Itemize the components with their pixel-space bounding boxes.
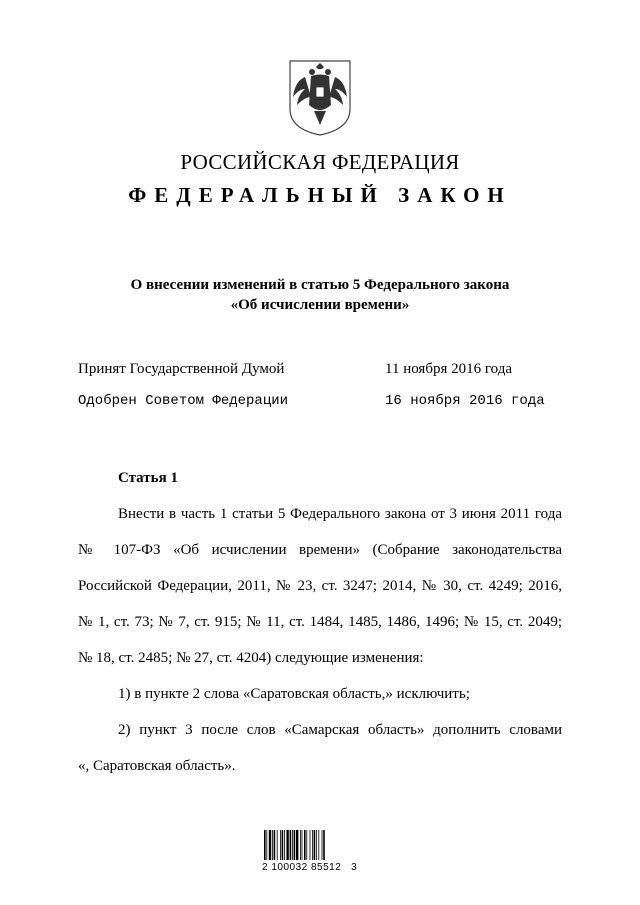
paragraph-line: № 1, ст. 73; № 7, ст. 915; № 11, ст. 1484, 1485, 1486, 1496; № 15, ст. 2049;: [78, 614, 562, 630]
law-title-line: «Об исчислении времени»: [230, 297, 410, 313]
amendment-item-1: 1) в пункте 2 слова «Саратовская область,» исключить;: [118, 686, 470, 702]
paragraph-line: «, Саратовская область».: [78, 758, 236, 774]
approval-date: 16 ноября 2016 года: [385, 393, 545, 409]
barcode-number: 2 100032 85512 3: [262, 862, 358, 873]
paragraph-line: № 18, ст. 2485; № 27, ст. 4204) следующие изменения:: [78, 650, 424, 666]
law-title-line: О внесении изменений в статью 5 Федерального закона: [130, 277, 510, 293]
adoption-label: Принят Государственной Думой: [78, 361, 285, 377]
paragraph-line: Внести в часть 1 статьи 5 Федерального закона от 3 июня 2011 года: [118, 506, 562, 522]
paragraph-line: Российской Федерации, 2011, № 23, ст. 3247; 2014, № 30, ст. 4249; 2016,: [78, 578, 562, 594]
article-heading: Статья 1: [118, 470, 178, 486]
approval-label: Одобрен Советом Федерации: [78, 393, 289, 409]
amendment-item-2: 2) пункт 3 после слов «Самарская область» дополнить словами: [118, 722, 562, 738]
barcode-icon: [262, 828, 352, 862]
paragraph-line: № 107-ФЗ «Об исчислении времени» (Собрание законодательства: [78, 542, 562, 558]
country-name: РОССИЙСКАЯ ФЕДЕРАЦИЯ: [180, 150, 460, 174]
law-title: [0, 275, 640, 315]
adoption-date: 11 ноября 2016 года: [385, 361, 513, 377]
document-type: ФЕДЕРАЛЬНЫЙ ЗАКОН: [128, 183, 512, 207]
coat-of-arms-icon: [285, 59, 355, 137]
article-body: [78, 504, 562, 792]
